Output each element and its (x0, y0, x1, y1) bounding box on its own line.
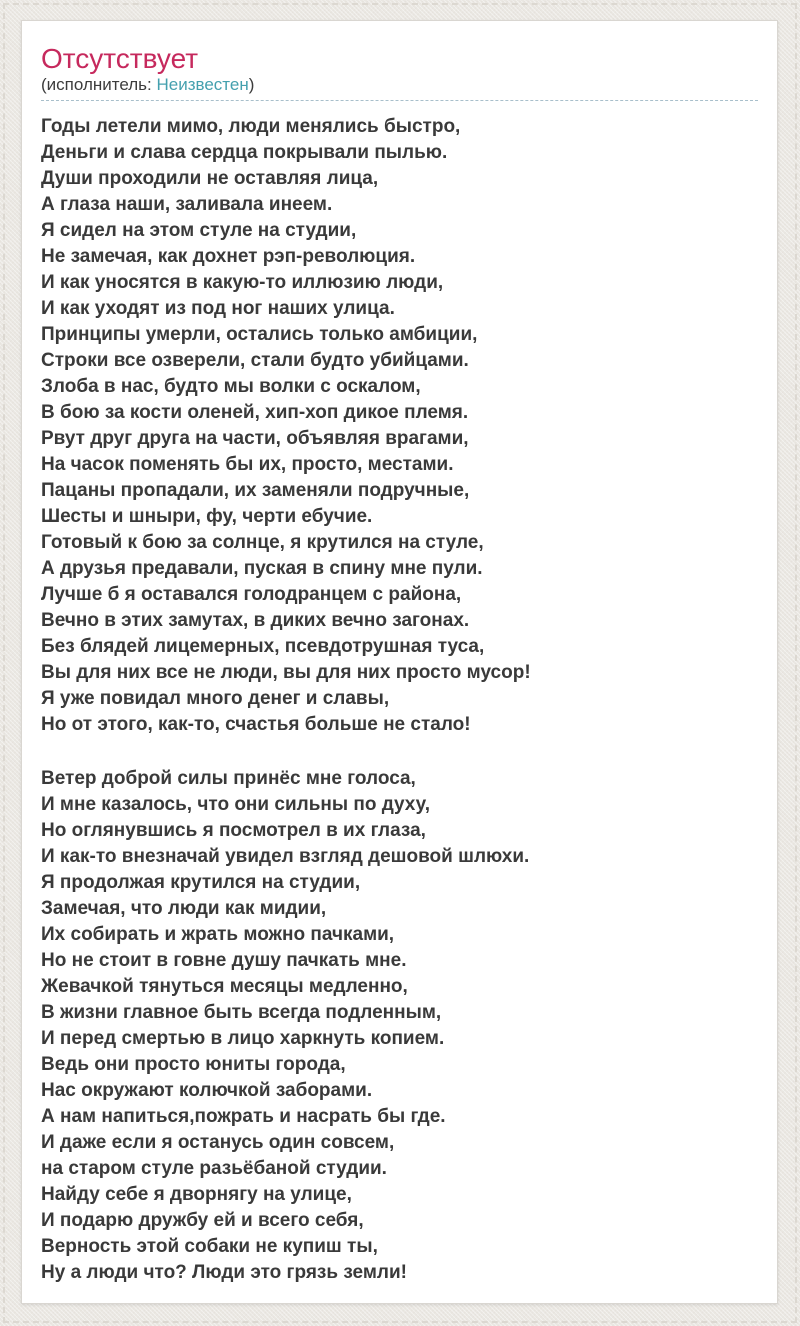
lyric-line: И как уходят из под ног наших улица. (41, 298, 395, 319)
lyric-line: И подарю дружбу ей и всего себя, (41, 1210, 364, 1231)
lyric-line: Жевачкой тянуться месяцы медленно, (41, 976, 408, 997)
lyric-line: Нас окружают колючкой заборами. (41, 1080, 373, 1101)
lyric-line: Я продолжая крутился на студии, (41, 872, 361, 893)
lyric-line: И мне казалось, что они сильны по духу, (41, 794, 431, 815)
lyric-line: Ну а люди что? Люди это грязь земли! (41, 1262, 407, 1283)
artist-line (41, 75, 758, 94)
lyric-line: Годы летели мимо, люди менялись быстро, (41, 116, 461, 137)
lyrics-text (41, 114, 758, 1286)
lyric-line: И как-то внезначай увидел взгляд дешовой шлюхи. (41, 846, 530, 867)
stanza (41, 766, 758, 1286)
lyric-line: Замечая, что люди как мидии, (41, 898, 327, 919)
content-panel (21, 20, 778, 1304)
lyric-line: на старом стуле разьёбаной студии. (41, 1158, 387, 1179)
lyric-line: И перед смертью в лицо харкнуть копием. (41, 1028, 445, 1049)
lyric-line: Вы для них все не люди, вы для них просто мусор! (41, 662, 531, 683)
lyric-line: А нам напиться,пожрать и насрать бы где. (41, 1106, 446, 1127)
lyric-line: Я уже повидал много денег и славы, (41, 688, 390, 709)
lyric-line: И как уносятся в какую-то иллюзию люди, (41, 272, 444, 293)
lyric-line: Но оглянувшись я посмотрел в их глаза, (41, 820, 426, 841)
lyric-line: Злоба в нас, будто мы волки с оскалом, (41, 376, 421, 397)
lyric-line: Но от этого, как-то, счастья больше не стало! (41, 714, 471, 735)
lyric-line: Ведь они просто юниты города, (41, 1054, 346, 1075)
lyric-line: А друзья предавали, пуская в спину мне пули. (41, 558, 483, 579)
artist-link[interactable]: Неизвестен (156, 75, 249, 94)
lyric-line: Но не стоит в говне душу пачкать мне. (41, 950, 407, 971)
lyric-line: Их собирать и жрать можно пачками, (41, 924, 395, 945)
lyric-line: Ветер доброй силы принёс мне голоса, (41, 768, 416, 789)
song-title: Отсутствует (41, 43, 199, 74)
lyric-line: Я сидел на этом стуле на студии, (41, 220, 357, 241)
dotted-separator (41, 100, 758, 101)
lyric-line: Души проходили не оставляя лица, (41, 168, 379, 189)
lyric-line: Без блядей лицемерных, псевдотрушная туса, (41, 636, 485, 657)
lyric-line: Пацаны пропадали, их заменяли подручные, (41, 480, 470, 501)
lyric-line: Принципы умерли, остались только амбиции, (41, 324, 478, 345)
lyric-line: Шесты и шныри, фу, черти ебучие. (41, 506, 373, 527)
lyric-line: И даже если я останусь один совсем, (41, 1132, 395, 1153)
lyric-line: Не замечая, как дохнет рэп-революция. (41, 246, 416, 267)
lyric-line: Верность этой собаки не купиш ты, (41, 1236, 378, 1257)
lyric-line: В бою за кости оленей, хип-хоп дикое племя. (41, 402, 469, 423)
artist-label: (исполнитель: (41, 75, 157, 94)
lyric-line: Рвут друг друга на части, объявляя врагами, (41, 428, 469, 449)
lyric-line: Готовый к бою за солнце, я крутился на стуле, (41, 532, 484, 553)
lyric-line: Деньги и слава сердца покрывали пылью. (41, 142, 448, 163)
lyric-line: А глаза наши, заливала инеем. (41, 194, 333, 215)
lyric-line: В жизни главное быть всегда подленным, (41, 1002, 442, 1023)
lyric-line: Найду себе я дворнягу на улице, (41, 1184, 352, 1205)
stanza (41, 114, 758, 738)
lyric-line: На часок поменять бы их, просто, местами. (41, 454, 454, 475)
lyric-line: Лучше б я оставался голодранцем с района, (41, 584, 462, 605)
artist-close-paren: ) (248, 75, 255, 94)
lyric-line: Строки все озверели, стали будто убийцами. (41, 350, 469, 371)
lyric-line: Вечно в этих замутах, в диких вечно загонах. (41, 610, 470, 631)
